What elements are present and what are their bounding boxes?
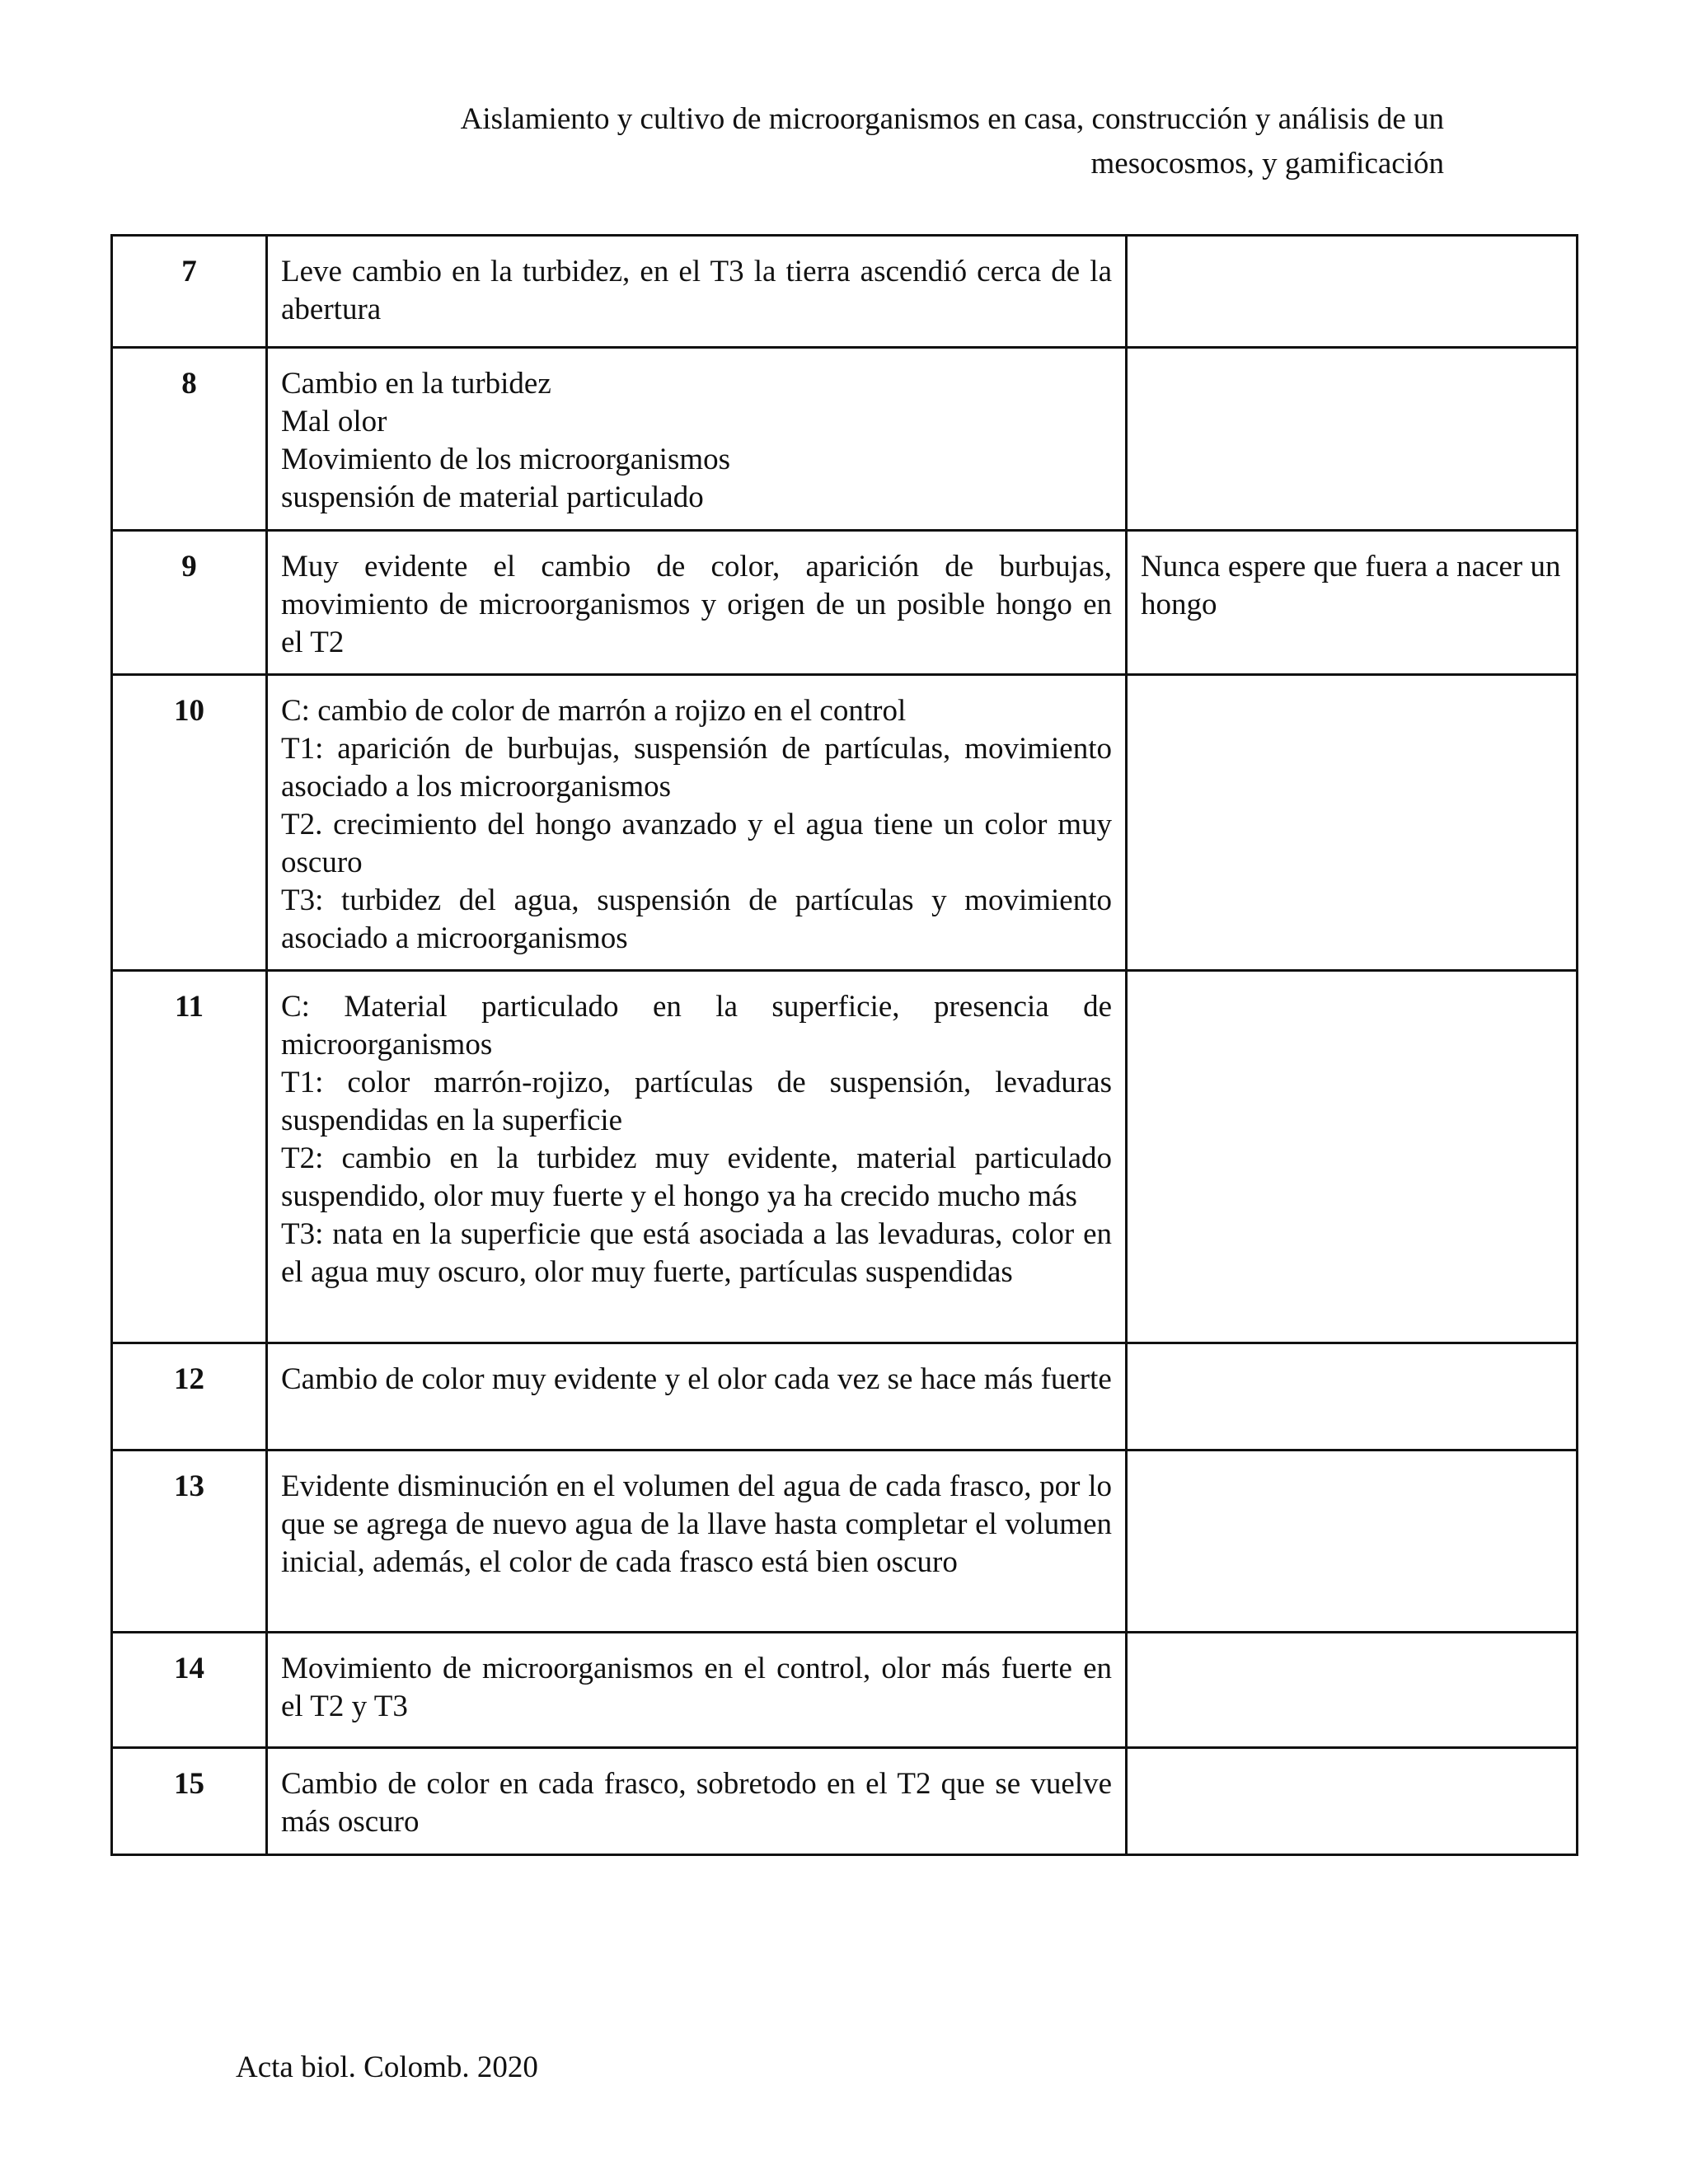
table-row [112, 675, 1578, 971]
day-cell: 8 [112, 348, 267, 531]
observation-line: T2: cambio en la turbidez muy evidente, material particulado suspendido, olor muy fuerte y el hongo ya ha crecido mucho más [281, 1141, 1112, 1213]
table-row [112, 348, 1578, 531]
observation-line: Movimiento de los microorganismos [281, 443, 731, 476]
table-row [112, 971, 1578, 1343]
observation-line: T1: color marrón-rojizo, partículas de suspensión, levaduras suspendidas en la superficie [281, 1066, 1112, 1137]
journal-footer: Acta biol. Colomb. 2020 [236, 2050, 538, 2084]
observation-line: Leve cambio en la turbidez, en el T3 la tierra ascendió cerca de la abertura [281, 255, 1112, 326]
observation-cell [267, 675, 1127, 971]
observation-line: Muy evidente el cambio de color, aparición de burbujas, movimiento de microorganismos y origen de un posible hongo en el T2 [281, 550, 1112, 659]
observation-cell [267, 531, 1127, 675]
note-cell [1127, 971, 1578, 1343]
observation-line: T2. crecimiento del hongo avanzado y el agua tiene un color muy oscuro [281, 808, 1112, 879]
note-cell [1127, 348, 1578, 531]
note-cell [1127, 1343, 1578, 1451]
observation-cell [267, 348, 1127, 531]
observation-cell [267, 1451, 1127, 1633]
observation-line: Cambio en la turbidez [281, 367, 551, 401]
table-row [112, 1343, 1578, 1451]
day-cell: 15 [112, 1748, 267, 1855]
observation-cell [267, 1748, 1127, 1855]
table-row [112, 1748, 1578, 1855]
observation-line: C: cambio de color de marrón a rojizo en el control [281, 694, 907, 728]
note-cell [1127, 1633, 1578, 1748]
day-cell: 14 [112, 1633, 267, 1748]
day-cell: 11 [112, 971, 267, 1343]
day-cell: 12 [112, 1343, 267, 1451]
observation-cell [267, 1343, 1127, 1451]
observation-line: Cambio de color en cada frasco, sobretodo en el T2 que se vuelve más oscuro [281, 1767, 1112, 1839]
observation-line: suspensión de material particulado [281, 480, 704, 514]
table-row [112, 1451, 1578, 1633]
table-row [112, 236, 1578, 348]
day-cell: 13 [112, 1451, 267, 1633]
observation-line: T1: aparición de burbujas, suspensión de partículas, movimiento asociado a los microorganismos [281, 732, 1112, 804]
observation-cell [267, 1633, 1127, 1748]
observations-table [110, 234, 1578, 1856]
running-header [379, 97, 1444, 186]
observation-line: Evidente disminución en el volumen del agua de cada frasco, por lo que se agrega de nuevo agua de la llave hasta completar el volumen inicial, además, el color de cada frasco está bien oscuro [281, 1469, 1112, 1579]
observation-cell [267, 971, 1127, 1343]
observation-line: Cambio de color muy evidente y el olor cada vez se hace más fuerte [281, 1362, 1112, 1396]
observation-line: C: Material particulado en la superficie, presencia de microorganismos [281, 990, 1112, 1062]
note-cell [1127, 1748, 1578, 1855]
observation-line: T3: turbidez del agua, suspensión de partículas y movimiento asociado a microorganismos [281, 883, 1112, 955]
day-cell: 9 [112, 531, 267, 675]
observation-line: Mal olor [281, 405, 387, 438]
note-cell [1127, 1451, 1578, 1633]
day-cell: 10 [112, 675, 267, 971]
observation-cell [267, 236, 1127, 348]
table-row [112, 1633, 1578, 1748]
note-cell [1127, 675, 1578, 971]
observation-line: T3: nata en la superficie que está asociada a las levaduras, color en el agua muy oscuro, olor muy fuerte, partículas suspendidas [281, 1217, 1112, 1289]
table-row [112, 531, 1578, 675]
day-cell: 7 [112, 236, 267, 348]
running-header-line-1: Aislamiento y cultivo de microorganismos en casa, construcción y análisis de un [460, 102, 1444, 136]
note-cell [1127, 236, 1578, 348]
note-cell: Nunca espere que fuera a nacer un hongo [1127, 531, 1578, 675]
running-header-line-2: mesocosmos, y gamificación [1090, 147, 1444, 180]
observation-line: Movimiento de microorganismos en el control, olor más fuerte en el T2 y T3 [281, 1652, 1112, 1723]
